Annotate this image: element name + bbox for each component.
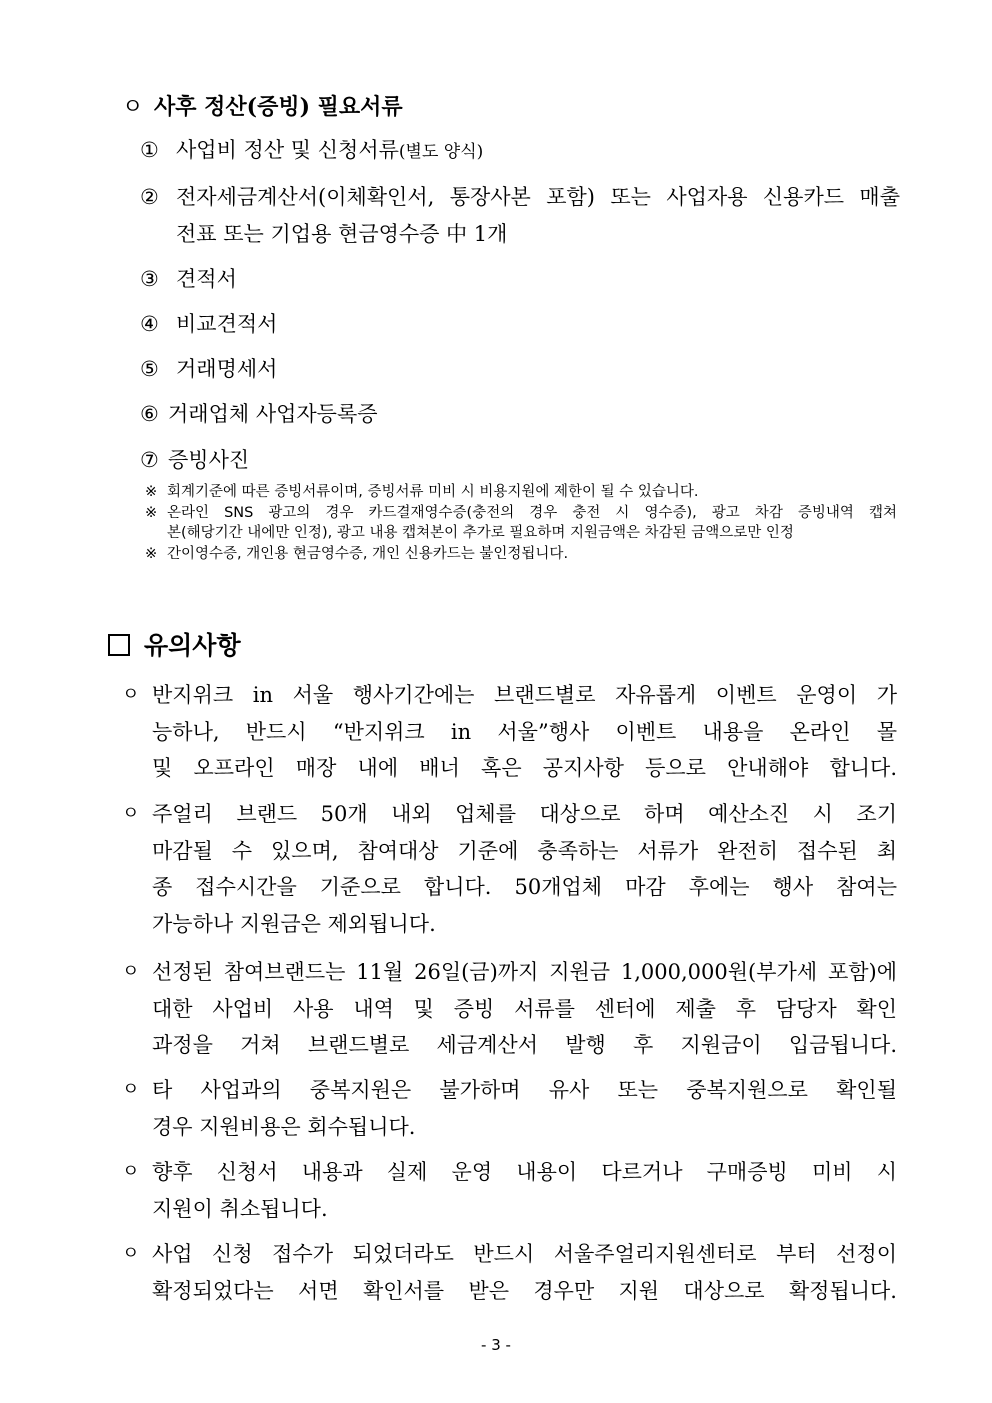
precaution-item: ㅇ 사업 신청 접수가 되었더라도 반드시 서울주얼리지원센터로 부터 선정이 확정되었다는 서면 확인서를 받은 경우만 지원 대상으로 확정됩니다. xyxy=(122,1242,897,1303)
precaution-item: ㅇ 타 사업과의 중복지원은 불가하며 유사 또는 중복지원으로 확인될 경우 지원비용은 회수됩니다. xyxy=(122,1078,897,1139)
section-heading-settlement-documents xyxy=(122,90,403,121)
precaution-item: ㅇ 향후 신청서 내용과 실제 운영 내용이 다르거나 구매증빙 미비 시 지원이 취소됩니다. xyxy=(122,1160,897,1221)
precaution-item: ㅇ 주얼리 브랜드 50개 내외 업체를 대상으로 하며 예산소진 시 조기 마감될 수 있으며, 참여대상 기준에 충족하는 서류가 완전히 접수된 최 종 접수시간을 기준으로 합니다. 50개업체 마감 후에는 행사 참여는 가능하나 지원금은 제외됩니다. xyxy=(122,802,897,936)
required-doc-item: ⑦ 증빙사진 xyxy=(140,448,250,472)
section-title: 유의사항 xyxy=(144,631,241,660)
note-item: ※ 온라인 SNS 광고의 경우 카드결재영수증(충전의 경우 충전 시 영수증), 광고 차감 증빙내역 캡쳐 본(해당기간 내에만 인정), 광고 내용 캡쳐본이 추가로 필요하며 지원금액은 차감된 금액으로만 인정 xyxy=(145,504,897,541)
page-number: - 3 - xyxy=(481,1336,511,1354)
required-doc-item: ③ 견적서 xyxy=(140,267,237,291)
checkbox-square-icon xyxy=(108,634,130,656)
section-heading-precautions xyxy=(108,626,241,662)
precaution-item: ㅇ 선정된 참여브랜드는 11월 26일(금)까지 지원금 1,000,000원(부가세 포함)에 대한 사업비 사용 내역 및 증빙 서류를 센터에 제출 후 담당자 확인 과정을 거쳐 브랜드별로 세금계산서 발행 후 지원금이 입금됩니다. xyxy=(122,960,897,1057)
required-doc-item: ⑥ 거래업체 사업자등록증 xyxy=(140,402,378,426)
note-item: ※ 간이영수증, 개인용 현금영수증, 개인 신용카드는 불인정됩니다. xyxy=(145,545,569,562)
required-doc-item: ① 사업비 정산 및 신청서류(별도 양식) xyxy=(140,138,484,162)
notes-block xyxy=(145,482,897,564)
required-doc-item: ④ 비교견적서 xyxy=(140,312,278,336)
circle-bullet: ㅇ xyxy=(122,95,144,120)
required-doc-item: ⑤ 거래명세서 xyxy=(140,357,278,381)
note-item: ※ 회계기준에 따른 증빙서류이며, 증빙서류 미비 시 비용지원에 제한이 될 수 있습니다. xyxy=(145,484,699,500)
section-title: 사후 정산(증빙) 필요서류 xyxy=(154,94,403,120)
required-doc-item: ② 전자세금계산서(이체확인서, 통장사본 포함) 또는 사업자용 신용카드 매출 전표 또는 기업용 현금영수증 中 1개 xyxy=(140,185,900,246)
precaution-item: ㅇ 반지위크 in 서울 행사기간에는 브랜드별로 자유롭게 이벤트 운영이 가 능하나, 반드시 “반지위크 in 서울”행사 이벤트 내용을 온라인 몰 및 오프라인 매장 내에 배너 혹은 공지사항 등으로 안내해야 합니다. xyxy=(122,683,897,780)
